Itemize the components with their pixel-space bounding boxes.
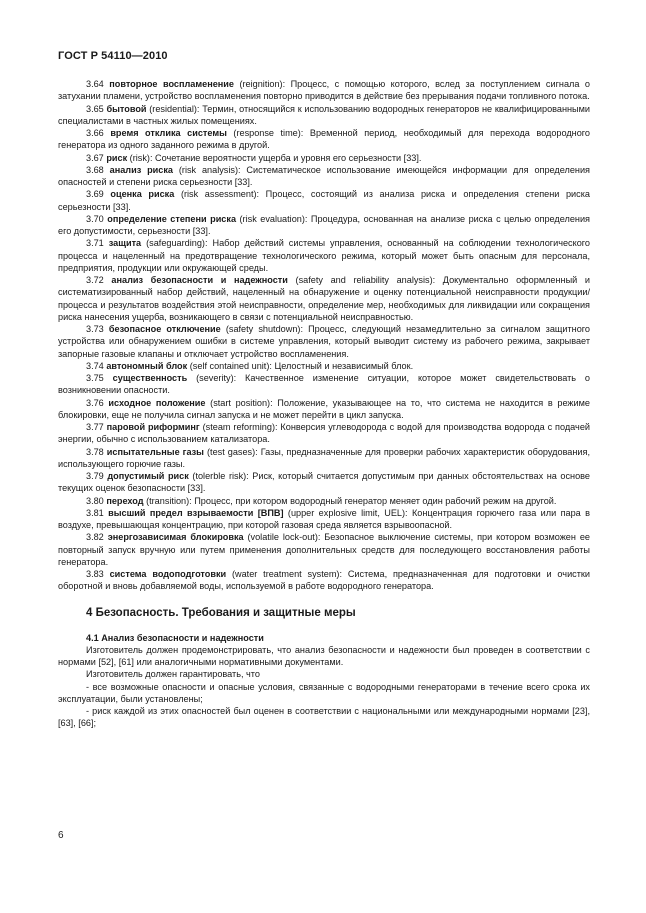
definition-term: бытовой [106,103,147,114]
definition-text: (self contained unit): Целостный и независимый блок. [187,360,414,371]
definition-text: (risk assessment): Процесс, состоящий из анализа риска и определения степени риска серьезности [33]. [58,189,590,212]
definition-number: 3.83 [86,569,104,579]
definition-text: (volatile lock-out): Безопасное выключение системы, при котором возможен ее повторный запуск вручную или путем применения дополнительных средств для последующего восстановления работы генератора. [58,532,590,567]
definition-number: 3.76 [86,397,104,408]
definition-term: переход [106,495,144,506]
definitions-list [58,78,590,593]
definition-3-78 [58,446,590,471]
definition-term: повторное воспламенение [109,79,234,89]
definition-3-65 [58,103,590,128]
definition-term: оценка риска [110,189,175,200]
definition-text: (tolerble risk): Риск, который считается допустимым при данных обстоятельствах на основе текущих оценок безопасности [33]. [58,471,590,494]
definition-text: (risk analysis): Систематическое использование имеющейся информации для определения опасностей и степени риска серьезности [33]. [58,164,590,187]
definition-number: 3.77 [86,422,104,432]
definition-number: 3.68 [86,164,104,175]
definition-number: 3.71 [86,238,104,249]
definition-text: (start position): Положение, указывающее на то, что система не находится в режиме блокировки, еще не получила сигнал запуска и не может перейти в цикл запуска. [58,397,590,420]
definition-number: 3.69 [86,189,104,200]
definition-term: энергозависимая блокировка [107,532,244,543]
definition-text: (risk evaluation): Процедура, основанная на анализе риска с целью определения его допустимости, серьезности [33]. [58,213,590,236]
definition-number: 3.78 [86,446,104,457]
definition-term: безопасное отключение [108,324,221,334]
definition-number: 3.73 [86,324,104,334]
definition-term: анализ риска [109,164,174,175]
definition-term: паровой риформинг [106,422,200,432]
definition-term: система водоподготовки [109,569,227,579]
definition-3-66 [58,127,590,152]
definition-3-77 [58,421,590,446]
definition-number: 3.70 [86,213,104,224]
definition-term: анализ безопасности и надежности [111,275,288,285]
definition-number: 3.66 [86,128,104,138]
definition-3-74 [58,360,590,372]
definition-term: определение степени риска [107,213,237,224]
definition-3-76 [58,397,590,422]
definition-number: 3.80 [86,495,104,506]
definition-number: 3.67 [86,152,104,163]
definition-term: допустимый риск [107,471,189,481]
definition-number: 3.65 [86,103,104,114]
definition-number: 3.82 [86,532,104,543]
definition-term: риск [106,152,128,163]
definition-3-72 [58,274,590,323]
definition-number: 3.79 [86,471,104,481]
page-number: 6 [58,830,64,841]
standard-header: ГОСТ Р 54110—2010 [58,50,168,62]
definition-3-79 [58,470,590,495]
definition-term: существенность [112,373,188,383]
definition-text: (risk): Сочетание вероятности ущерба и уровня его серьезности [33]. [127,152,422,163]
paragraph: Изготовитель должен продемонстрировать, что анализ безопасности и надежности был проведен в соответствии с нормами [52], [61] или аналогичными нормативными документами. [58,644,590,667]
definition-3-80 [58,495,590,507]
definition-3-71 [58,237,590,274]
definition-3-73 [58,323,590,360]
definition-number: 3.72 [86,275,104,285]
document-body [58,78,590,730]
definition-3-64 [58,78,590,103]
definition-number: 3.81 [86,507,104,518]
definition-text: (test gases): Газы, предназначенные для проверки рабочих характеристик оборудования, использующего горючие газы. [58,446,590,469]
section-4-title: 4 Безопасность. Требования и защитные меры [86,606,356,619]
definition-number: 3.74 [86,360,104,371]
definition-3-82 [58,531,590,568]
definition-text: (steam reforming): Конверсия углеводорода с водой для производства водорода с подачей энергии, обычно с использованием катализатора. [58,422,590,445]
definition-text: (transition): Процесс, при котором водородный генератор меняет один рабочий режим на другой. [143,495,557,506]
definition-3-67 [58,152,590,164]
definition-text: (reignition): Процесс, с помощью которого, вслед за поступлением сигнала о затухании пламени, устройство воспламенения повторно приводится в действие без прерывания подачи топливного потока. [58,79,590,102]
paragraph: Изготовитель должен гарантировать, что [86,669,260,680]
definition-text: (safeguarding): Набор действий системы управления, основанный на соблюдении технологического процесса и нацеленный на предотвращение технологического режима, который может быть опасным для персонала, предприятия, продукции или окружающей среды. [58,238,590,273]
definition-3-69 [58,188,590,213]
definition-text: (response time): Временной период, необходимый для перехода водородного генератора из одного заданного режима в другой. [58,128,590,151]
definition-3-83 [58,568,590,593]
definition-text: (safety shutdown): Процесс, следующий незамедлительно за сигналом защитного устройства или обнаружением ошибки в системе управления, который выводит систему из рабочего режима, закрывает запорные газовые клапаны и отключает устройство воспламенения. [58,324,590,359]
definition-text: (residential): Термин, относящийся к использованию водородных генераторов не квалифицированными специалистами в частных жилых помещениях. [58,103,590,126]
definition-3-75 [58,372,590,397]
definition-term: защита [108,238,142,249]
definition-term: высший предел взрываемости [ВПВ] [108,507,284,518]
definition-term: испытательные газы [106,446,204,457]
definition-3-68 [58,164,590,189]
definition-3-81 [58,507,590,532]
definition-term: автономный блок [106,360,188,371]
list-item: - все возможные опасности и опасные условия, связанные с водородными генераторами в течение всего срока их эксплуатации, были установлены; [58,681,590,704]
definition-number: 3.64 [86,79,104,89]
definition-text: (upper explosive limit, UEL): Концентрация горючего газа или пара в воздухе, превышающая концентрацию, при которой газовая среда является взрывоопасной. [58,507,590,530]
definition-3-70 [58,213,590,238]
definition-text: (water treatment system): Система, предназначенная для подготовки и очистки оборотной и вновь добавляемой воды, используемой в работе водородного генератора. [58,569,590,592]
definition-text: (severity): Качественное изменение ситуации, которое может свидетельствовать о возникновении опасности. [58,373,590,396]
subsection-4-1-title: 4.1 Анализ безопасности и надежности [86,632,264,643]
definition-term: исходное положение [108,397,206,408]
definition-number: 3.75 [86,373,104,383]
definition-text: (safety and reliability analysis): Документально оформленный и систематизированный набор действий, нацеленный на обнаружение и оценку потенциальной неисправности продукции/процесса и результатов воздействия этой неисправности, определение мер, необходимых для ликвидации или сокращения риска нанесения ущерба, возникающего в связи с потенциальной неисправностью. [58,275,590,322]
definition-term: время отклика системы [110,128,227,138]
list-item: - риск каждой из этих опасностей был оценен в соответствии с национальными или международными нормами [23], [63], [66]; [58,706,590,729]
